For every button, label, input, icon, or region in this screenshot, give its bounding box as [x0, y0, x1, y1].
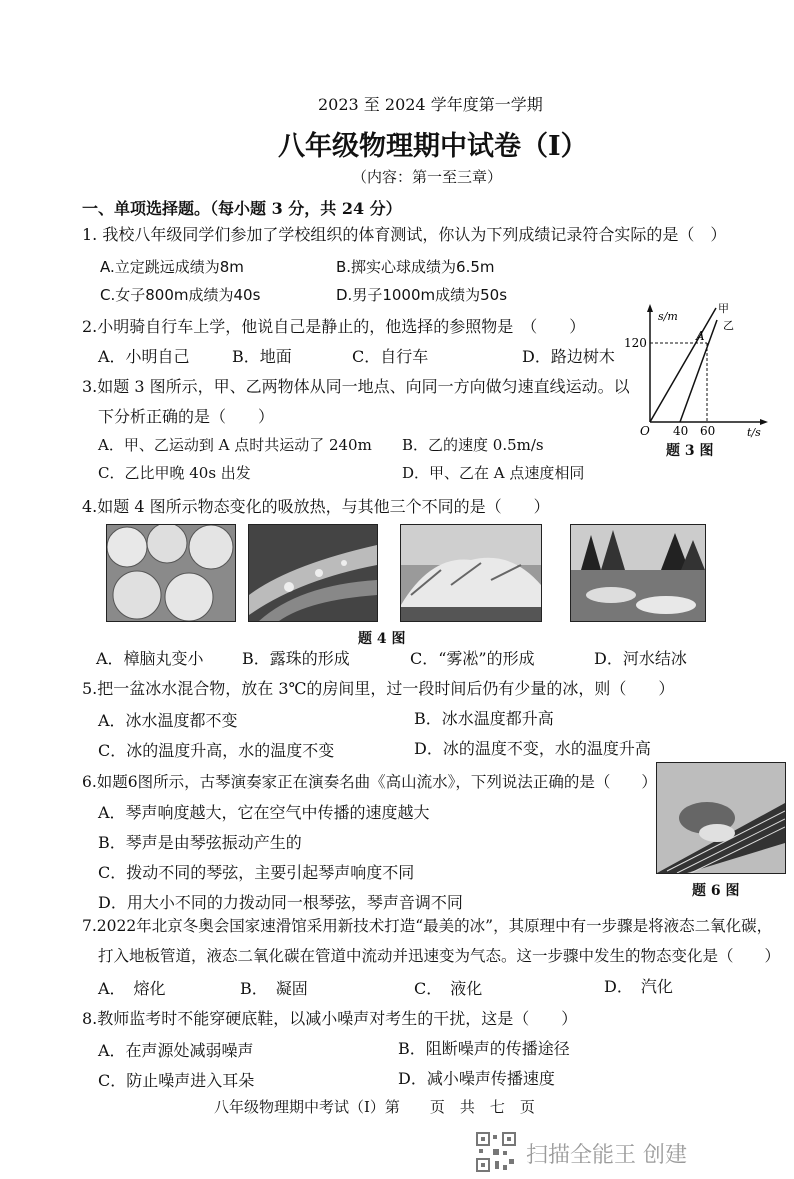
q5-option-d: D．冰的温度不变，水的温度升高 — [414, 739, 651, 758]
q6-option-c: C．拨动不同的琴弦，主要引起琴声响度不同 — [98, 863, 415, 882]
y-axis-arrow — [647, 304, 653, 312]
photo-guqin-player — [656, 762, 786, 874]
q6-option-d: D．用大小不同的力拨动同一根琴弦，琴声音调不同 — [98, 893, 463, 912]
q1-option-c: C.女子800m成绩为40s — [100, 286, 261, 304]
q2-option-b: B．地面 — [232, 347, 292, 366]
q2-option-d: D．路边树木 — [522, 347, 615, 366]
figure-3-st-graph — [620, 300, 770, 460]
q1-option-b: B.掷实心球成绩为6.5m — [336, 258, 495, 276]
q3-option-b: B．乙的速度 0.5m/s — [402, 436, 544, 454]
q4-option-a: A．樟脑丸变小 — [96, 649, 204, 668]
tick-y-120: 120 — [624, 336, 647, 350]
q4-stem: 4.如题 4 图所示物态变化的吸放热，与其他三个不同的是（ ） — [82, 497, 550, 516]
q6-option-a: A．琴声响度越大，它在空气中传播的速度越大 — [98, 803, 430, 822]
q2-option-a: A．小明自己 — [98, 347, 190, 366]
x-axis-arrow — [760, 419, 768, 425]
q7-stem-line1: 7.2022年北京冬奥会国家速滑馆采用新技术打造“最美的冰”，其原理中有一步骤是将液态二氧化碳， — [82, 917, 773, 935]
photo-camphor-balls — [106, 524, 236, 622]
photo-dew-drops — [248, 524, 378, 622]
q7-option-a: A． 熔化 — [98, 979, 166, 998]
q3-option-a: A．甲、乙运动到 A 点时共运动了 240m — [98, 436, 372, 454]
q1-option-d: D.男子1000m成绩为50s — [336, 286, 508, 304]
point-a-label: A — [696, 329, 705, 343]
q4-option-d: D．河水结冰 — [594, 649, 687, 668]
q3-stem-line1: 3.如题 3 图所示，甲、乙两物体从同一地点、向同一方向做匀速直线运动。以 — [82, 377, 630, 396]
figure-4-caption: 题 4 图 — [358, 631, 406, 647]
tick-x-60: 60 — [700, 424, 716, 438]
page-footer: 八年级物理期中考试（I）第 页 共 七 页 — [214, 1098, 535, 1116]
q5-stem: 5.把一盆冰水混合物，放在 3℃的房间里，过一段时间后仍有少量的冰，则（ ） — [82, 679, 675, 698]
q6-stem: 6.如题6图所示，古琴演奏家正在演奏名曲《高山流水》，下列说法正确的是（ ） — [82, 773, 657, 791]
q8-option-c: C．防止噪声进入耳朵 — [98, 1071, 255, 1090]
year-line: 2023 至 2024 学年度第一学期 — [318, 95, 543, 114]
y-axis-label: s/m — [658, 310, 678, 323]
photo-rime-frost — [400, 524, 542, 622]
scanner-watermark: 扫描全能王 创建 — [526, 1143, 687, 1168]
line-yi-label: 乙 — [723, 319, 734, 332]
q7-option-b: B． 凝固 — [240, 979, 308, 998]
q3-option-d: D．甲、乙在 A 点速度相同 — [402, 464, 585, 482]
line-jia — [650, 308, 716, 422]
q2-stem: 2.小明骑自行车上学，他说自己是静止的，他选择的参照物是 （ ） — [82, 317, 586, 336]
q8-option-a: A．在声源处减弱噪声 — [98, 1041, 254, 1060]
origin-label: O — [640, 424, 650, 438]
q3-stem-line2: 下分析正确的是（ ） — [98, 407, 275, 426]
figure-3-caption: 题 3 图 — [666, 443, 714, 459]
exam-scope: （内容：第一至三章） — [352, 168, 503, 186]
q4-option-b: B．露珠的形成 — [242, 649, 350, 668]
q3-option-c: C．乙比甲晚 40s 出发 — [98, 464, 251, 482]
figure-6-caption: 题 6 图 — [692, 883, 740, 899]
tick-x-40: 40 — [673, 424, 689, 438]
x-axis-label: t/s — [747, 426, 761, 439]
q6-option-b: B．琴声是由琴弦振动产生的 — [98, 833, 302, 852]
q2-option-c: C．自行车 — [352, 347, 429, 366]
q8-stem: 8.教师监考时不能穿硬底鞋，以减小噪声对考生的干扰，这是（ ） — [82, 1009, 578, 1028]
q8-option-b: B．阻断噪声的传播途径 — [398, 1039, 570, 1058]
q1-option-a: A.立定跳远成绩为8m — [100, 258, 244, 276]
q4-option-c: C．“雾凇”的形成 — [410, 649, 535, 668]
photo-river-ice — [570, 524, 706, 622]
qr-code-icon — [476, 1132, 516, 1172]
q5-option-c: C．冰的温度升高，水的温度不变 — [98, 741, 335, 760]
q7-option-c: C． 液化 — [414, 979, 483, 998]
q7-option-d: D． 汽化 — [604, 977, 673, 996]
q5-option-b: B．冰水温度都升高 — [414, 709, 554, 728]
q8-option-d: D．减小噪声传播速度 — [398, 1069, 555, 1088]
line-jia-label: 甲 — [718, 302, 729, 315]
section-heading: 一、单项选择题。（每小题 3 分，共 24 分） — [82, 199, 402, 218]
page-title: 八年级物理期中试卷（I） — [278, 131, 588, 162]
q1-stem: 1. 我校八年级同学们参加了学校组织的体育测试，你认为下列成绩记录符合实际的是（ ） — [82, 225, 727, 244]
q5-option-a: A．冰水温度都不变 — [98, 711, 238, 730]
q7-stem-line2: 打入地板管道，液态二氧化碳在管道中流动并迅速变为气态。这一步骤中发生的物态变化是（ ） — [98, 947, 781, 965]
